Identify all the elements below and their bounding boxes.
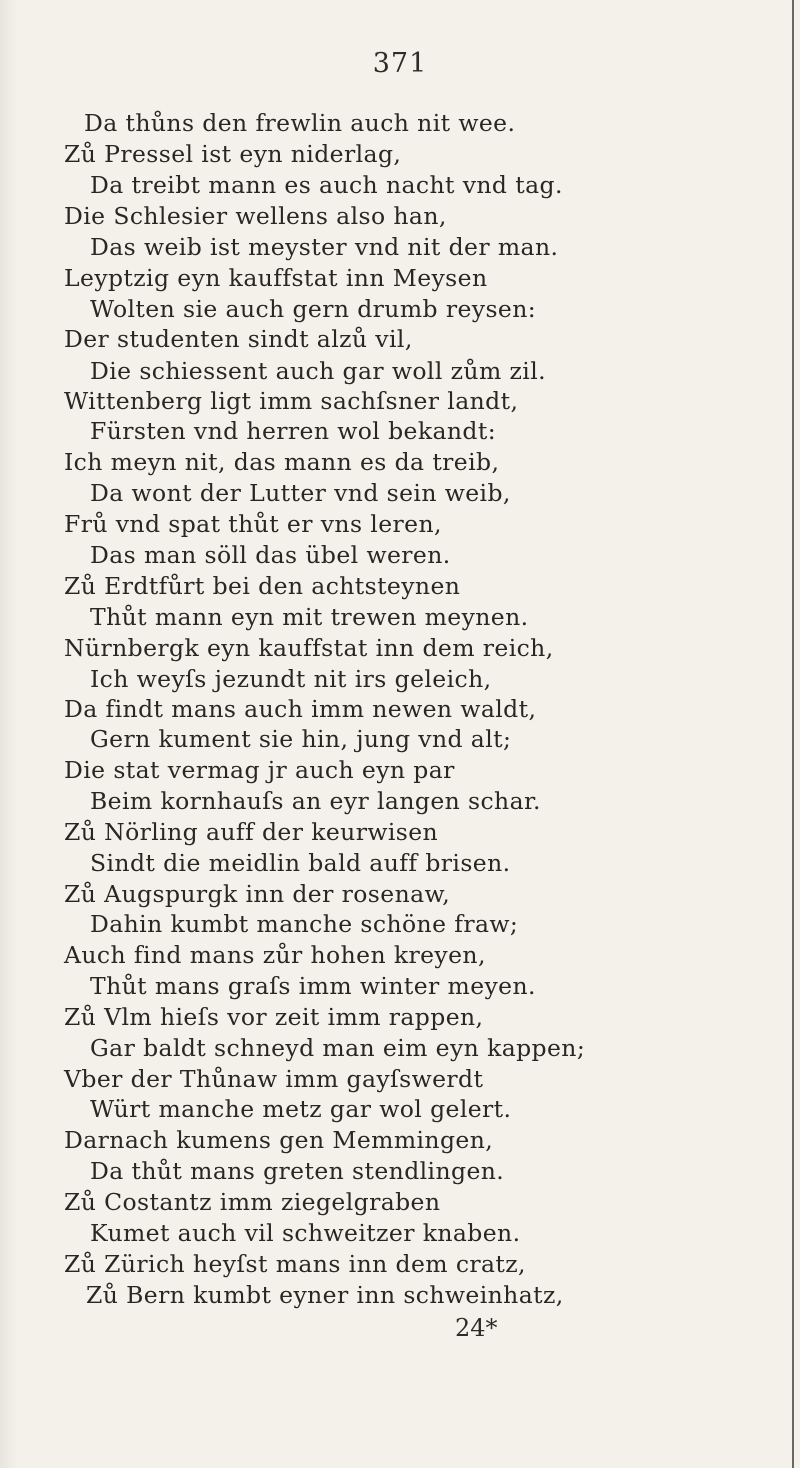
verse-line: Die stat vermag jr auch eyn par <box>64 756 455 784</box>
verse-line: Fürsten vnd herren wol bekandt: <box>90 417 497 445</box>
verse-line: Da wont der Lutter vnd sein weib, <box>90 479 511 507</box>
verse-line: Dahin kumbt manche schöne fraw; <box>90 910 519 938</box>
verse-line: Die schiessent auch gar woll zům zil. <box>90 357 546 385</box>
verse-line: Zů Nörling auff der keurwisen <box>64 818 439 846</box>
verse-line: Darnach kumens gen Memmingen, <box>64 1126 494 1154</box>
verse-line: Kumet auch vil schweitzer knaben. <box>90 1219 521 1247</box>
verse-line: Wittenberg ligt imm sachſsner landt, <box>64 387 519 415</box>
verse-line: Da thůns den frewlin auch nit wee. <box>84 109 516 137</box>
verse-line: Zů Vlm hieſs vor zeit imm rappen, <box>64 1003 484 1031</box>
verse-line: Zů Pressel ist eyn niderlag, <box>64 140 402 168</box>
verse-line: Auch find mans zůr hohen kreyen, <box>64 941 486 969</box>
page-number: 371 <box>372 48 428 79</box>
verse-line: Gar baldt schneyd man eim eyn kappen; <box>90 1034 586 1062</box>
verse-line: Thůt mans graſs imm winter meyen. <box>90 972 536 1000</box>
verse-line: Leyptzig eyn kauffstat inn Meysen <box>64 264 488 292</box>
verse-line: Die Schlesier wellens also han, <box>64 202 447 230</box>
verse-line: Frů vnd spat thůt er vns leren, <box>64 510 442 538</box>
verse-line: Da thůt mans greten stendlingen. <box>90 1157 505 1185</box>
verse-line: Ich meyn nit, das mann es da treib, <box>64 448 500 476</box>
verse-line: Zů Bern kumbt eyner inn schweinhatz, <box>86 1281 564 1309</box>
verse-line: Zů Augspurgk inn der rosenaw, <box>64 880 451 908</box>
verse-line: Würt manche metz gar wol gelert. <box>90 1095 512 1123</box>
verse-line: Zů Costantz imm ziegelgraben <box>64 1188 441 1216</box>
verse-line: Vber der Thůnaw imm gayſswerdt <box>64 1065 484 1093</box>
page-edge-line <box>792 0 794 1468</box>
verse-line: Nürnbergk eyn kauffstat inn dem reich, <box>64 634 554 662</box>
verse-line: Zů Zürich heyſst mans inn dem cratz, <box>64 1250 526 1278</box>
verse-line: Da findt mans auch imm newen waldt, <box>64 695 537 723</box>
verse-line: Wolten sie auch gern drumb reysen: <box>90 295 537 323</box>
verse-line: Beim kornhauſs an eyr langen schar. <box>90 787 541 815</box>
verse-line: Thůt mann eyn mit trewen meynen. <box>90 603 529 631</box>
verse-line: Ich weyſs jezundt nit irs geleich, <box>90 665 492 693</box>
verse-line: Das man söll das übel weren. <box>90 541 451 569</box>
verse-line: Der studenten sindt alzů vil, <box>64 325 413 353</box>
verse-line: Sindt die meidlin bald auff brisen. <box>90 849 511 877</box>
verse-line: Zů Erdtfůrt bei den achtsteynen <box>64 572 461 600</box>
verse-line: Gern kument sie hin, jung vnd alt; <box>90 725 512 753</box>
verse-line: Das weib ist meyster vnd nit der man. <box>90 233 559 261</box>
signature-mark: 24* <box>455 1314 498 1342</box>
verse-line: Da treibt mann es auch nacht vnd tag. <box>90 171 563 199</box>
